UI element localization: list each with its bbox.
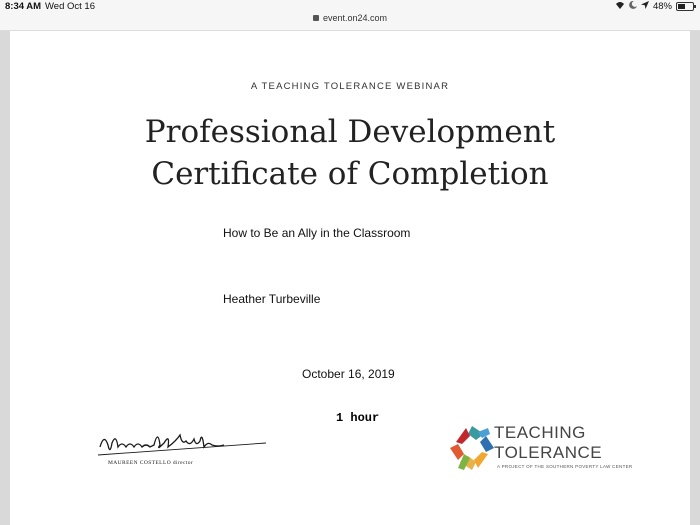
recipient-name: Heather Turbeville <box>223 292 321 306</box>
teaching-tolerance-logo-icon <box>448 424 496 472</box>
battery-icon <box>676 2 694 11</box>
logo-subtitle: A PROJECT OF THE SOUTHERN POVERTY LAW CENTER <box>497 464 633 469</box>
battery-percentage: 48% <box>652 1 672 12</box>
moon-icon <box>629 1 637 12</box>
completion-date: October 16, 2019 <box>302 367 395 381</box>
credit-duration: 1 hour <box>336 411 380 425</box>
logo-text-tolerance: TOLERANCE <box>494 443 603 462</box>
wifi-icon <box>615 1 625 12</box>
signature-label: MAUREEN COSTELLO director <box>108 460 194 466</box>
status-bar <box>0 0 700 31</box>
location-icon <box>641 1 649 12</box>
address-bar[interactable] <box>0 13 700 23</box>
course-title: How to Be an Ally in the Classroom <box>223 226 411 240</box>
url-text: event.on24.com <box>322 13 388 23</box>
certificate-title-line1: Professional Development <box>144 114 556 150</box>
status-date: Wed Oct 16 <box>45 1 95 12</box>
logo-text-teaching: TEACHING <box>494 423 586 442</box>
status-time: 8:34 AM <box>5 1 42 12</box>
webinar-kicker: A TEACHING TOLERANCE WEBINAR <box>250 81 450 92</box>
status-indicators <box>615 1 694 12</box>
certificate-title-line2: Certificate of Completion <box>151 156 549 192</box>
lock-icon <box>313 15 319 21</box>
